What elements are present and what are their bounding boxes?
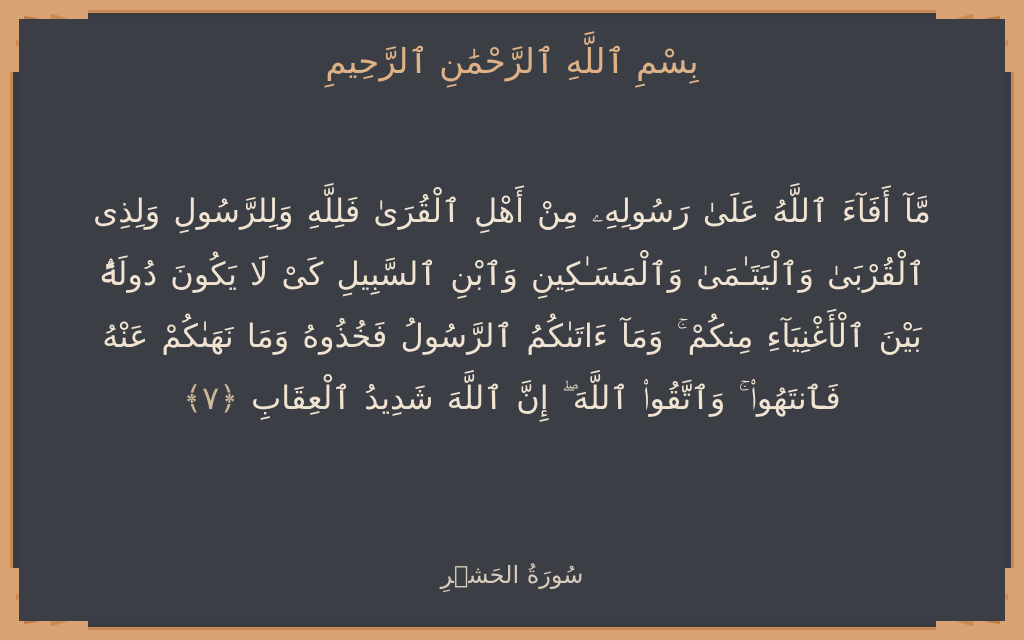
decorative-frame [10, 10, 1014, 630]
basmala-text: بِسْمِ ٱللَّهِ ٱلرَّحْمَٰنِ ٱلرَّحِيمِ [325, 42, 699, 82]
verse-text: مَّآ أَفَآءَ ٱللَّهُ عَلَىٰ رَسُولِهِۦ مِنْ أَهْلِ ٱلْقُرَىٰ فَلِلَّهِ وَلِلرَّسُولِ وَلِذِى ٱلْقُرْبَىٰ وَٱلْيَتَـٰمَىٰ وَٱلْمَسَـٰكِينِ وَٱبْنِ ٱلسَّبِيلِ كَىْ لَا يَكُونَ دُولَةًۢ بَيْنَ ٱلْأَغْنِيَآءِ مِنكُمْ ۚ وَمَآ ءَاتَىٰكُمُ ٱلرَّسُولُ فَخُذُوهُ وَمَا نَهَىٰكُمْ عَنْهُ فَٱنتَهُوا۟ ۚ وَٱتَّقُوا۟ ٱللَّهَ ۖ إِنَّ ٱللَّهَ شَدِيدُ ٱلْعِقَابِ [93, 192, 931, 418]
verse-number: ﴿٧﴾ [183, 379, 238, 418]
verse-text-container [19, 180, 1005, 460]
verse-block [19, 79, 1005, 561]
surah-label: سُورَةُ الحَشۡرِ [440, 561, 584, 589]
verse-canvas [19, 19, 1005, 621]
